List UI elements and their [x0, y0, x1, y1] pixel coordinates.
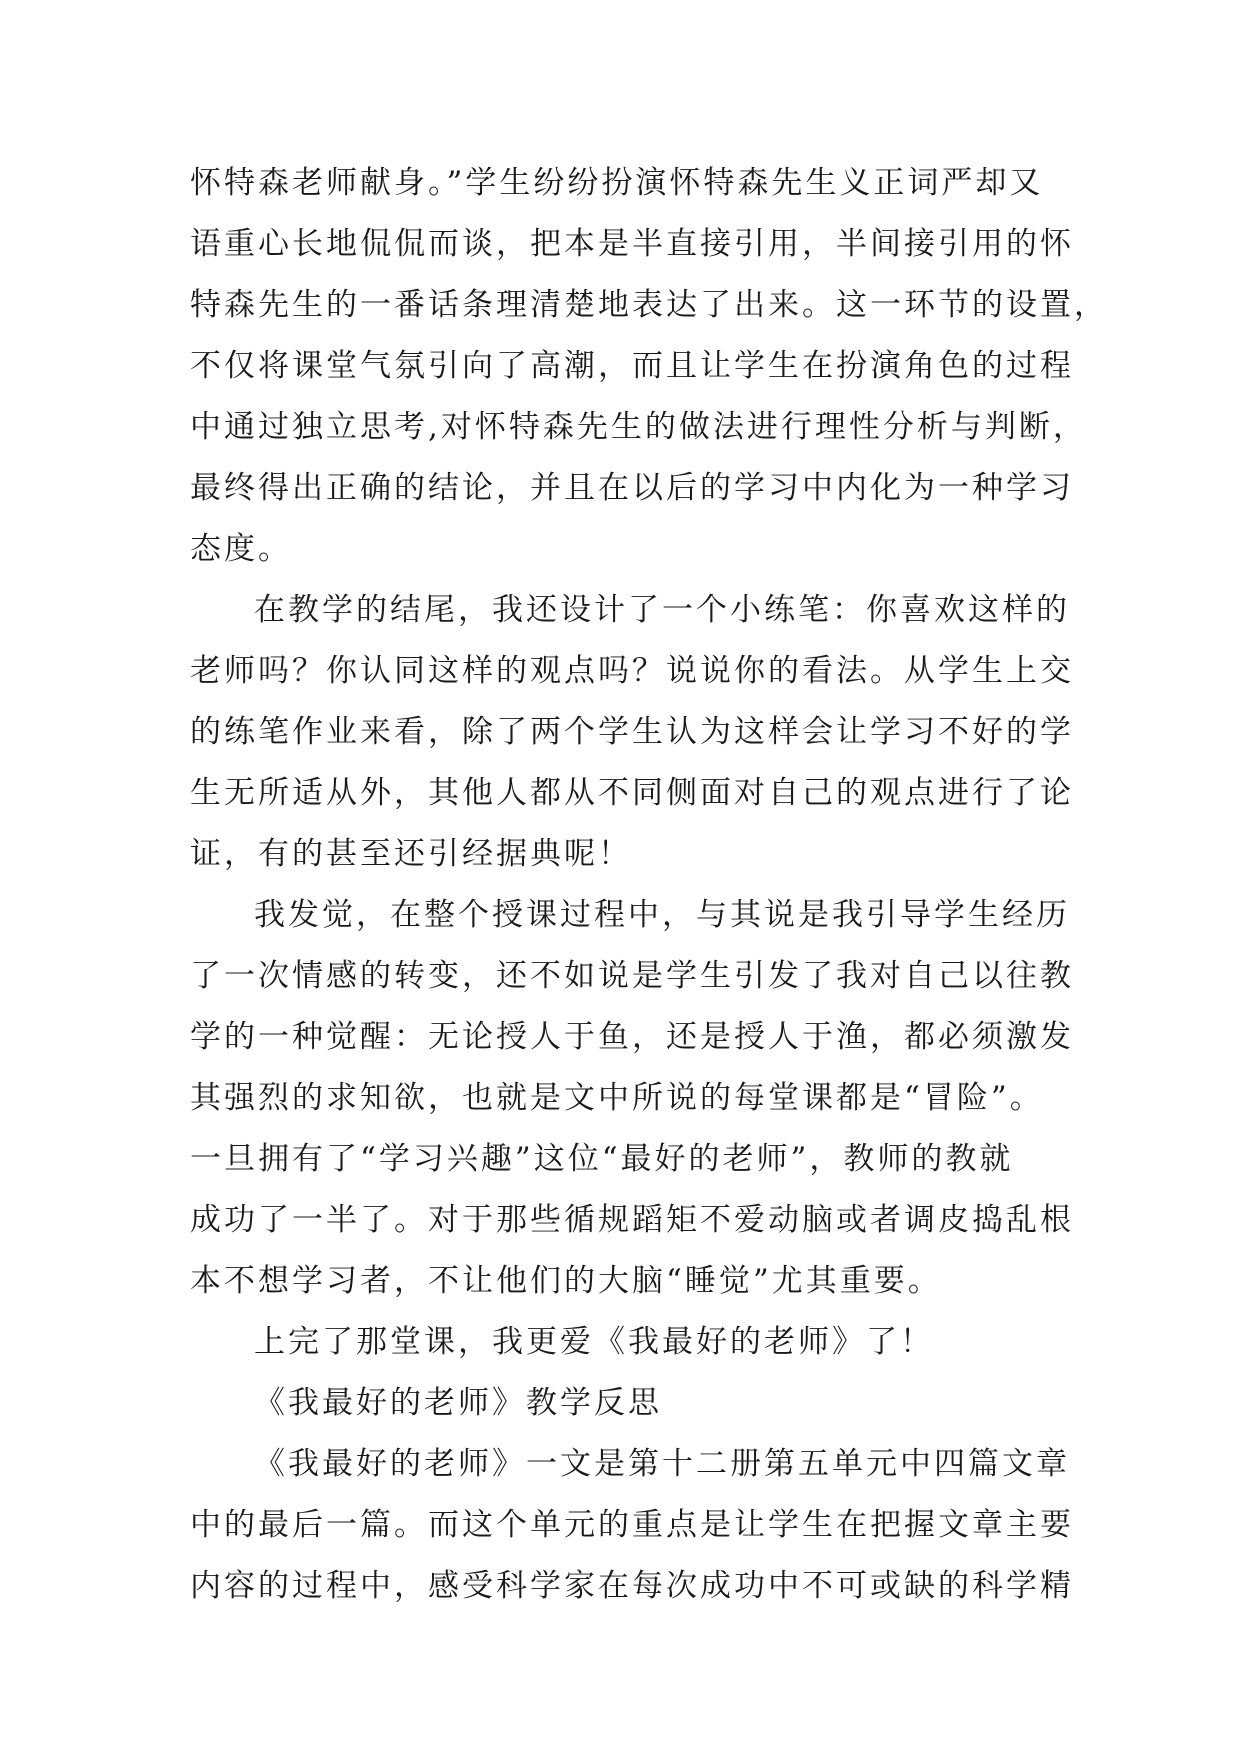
- text-line: 《我最好的老师》教学反思: [254, 1385, 662, 1421]
- text-line: 在教学的结尾，我还设计了一个小练笔：你喜欢这样的: [254, 592, 1070, 628]
- text-line: 学的一种觉醒：无论授人于鱼，还是授人于渔，都必须激发: [190, 1019, 1074, 1055]
- text-line: 不仅将课堂气氛引向了高潮，而且让学生在扮演角色的过程: [190, 348, 1074, 384]
- text-line: 特森先生的一番话条理清楚地表达了出来。这一环节的设置，: [190, 287, 1108, 323]
- text-line: 其强烈的求知欲，也就是文中所说的每堂课都是“冒险”。: [190, 1080, 1044, 1116]
- text-line: 中的最后一篇。而这个单元的重点是让学生在把握文章主要: [190, 1507, 1074, 1543]
- text-line: 《我最好的老师》一文是第十二册第五单元中四篇文章: [254, 1446, 1070, 1482]
- text-line: 怀特森老师献身。”学生纷纷扮演怀特森先生义正词严却又: [190, 165, 1044, 201]
- text-line: 一旦拥有了“学习兴趣”这位“最好的老师”，教师的教就: [190, 1141, 1014, 1177]
- text-line: 生无所适从外，其他人都从不同侧面对自己的观点进行了论: [190, 775, 1074, 811]
- text-line: 本不想学习者，不让他们的大脑“睡觉”尤其重要。: [190, 1263, 942, 1299]
- text-line: 态度。: [190, 531, 292, 567]
- text-line: 语重心长地侃侃而谈，把本是半直接引用，半间接引用的怀: [190, 226, 1074, 262]
- text-line: 内容的过程中，感受科学家在每次成功中不可或缺的科学精: [190, 1568, 1074, 1604]
- text-line: 成功了一半了。对于那些循规蹈矩不爱动脑或者调皮捣乱根: [190, 1202, 1074, 1238]
- text-line: 证，有的甚至还引经据典呢！: [190, 836, 632, 872]
- text-line: 最终得出正确的结论，并且在以后的学习中内化为一种学习: [190, 470, 1074, 506]
- body-text: [190, 153, 1108, 1617]
- text-line: 了一次情感的转变，还不如说是学生引发了我对自己以往教: [190, 958, 1074, 994]
- text-line: 中通过独立思考,对怀特森先生的做法进行理性分析与判断，: [190, 409, 1087, 445]
- text-line: 我发觉，在整个授课过程中，与其说是我引导学生经历: [254, 897, 1070, 933]
- text-line: 的练笔作业来看，除了两个学生认为这样会让学习不好的学: [190, 714, 1074, 750]
- text-line: 上完了那堂课，我更爱《我最好的老师》了！: [254, 1324, 934, 1360]
- text-line: 老师吗？你认同这样的观点吗？说说你的看法。从学生上交: [190, 653, 1074, 689]
